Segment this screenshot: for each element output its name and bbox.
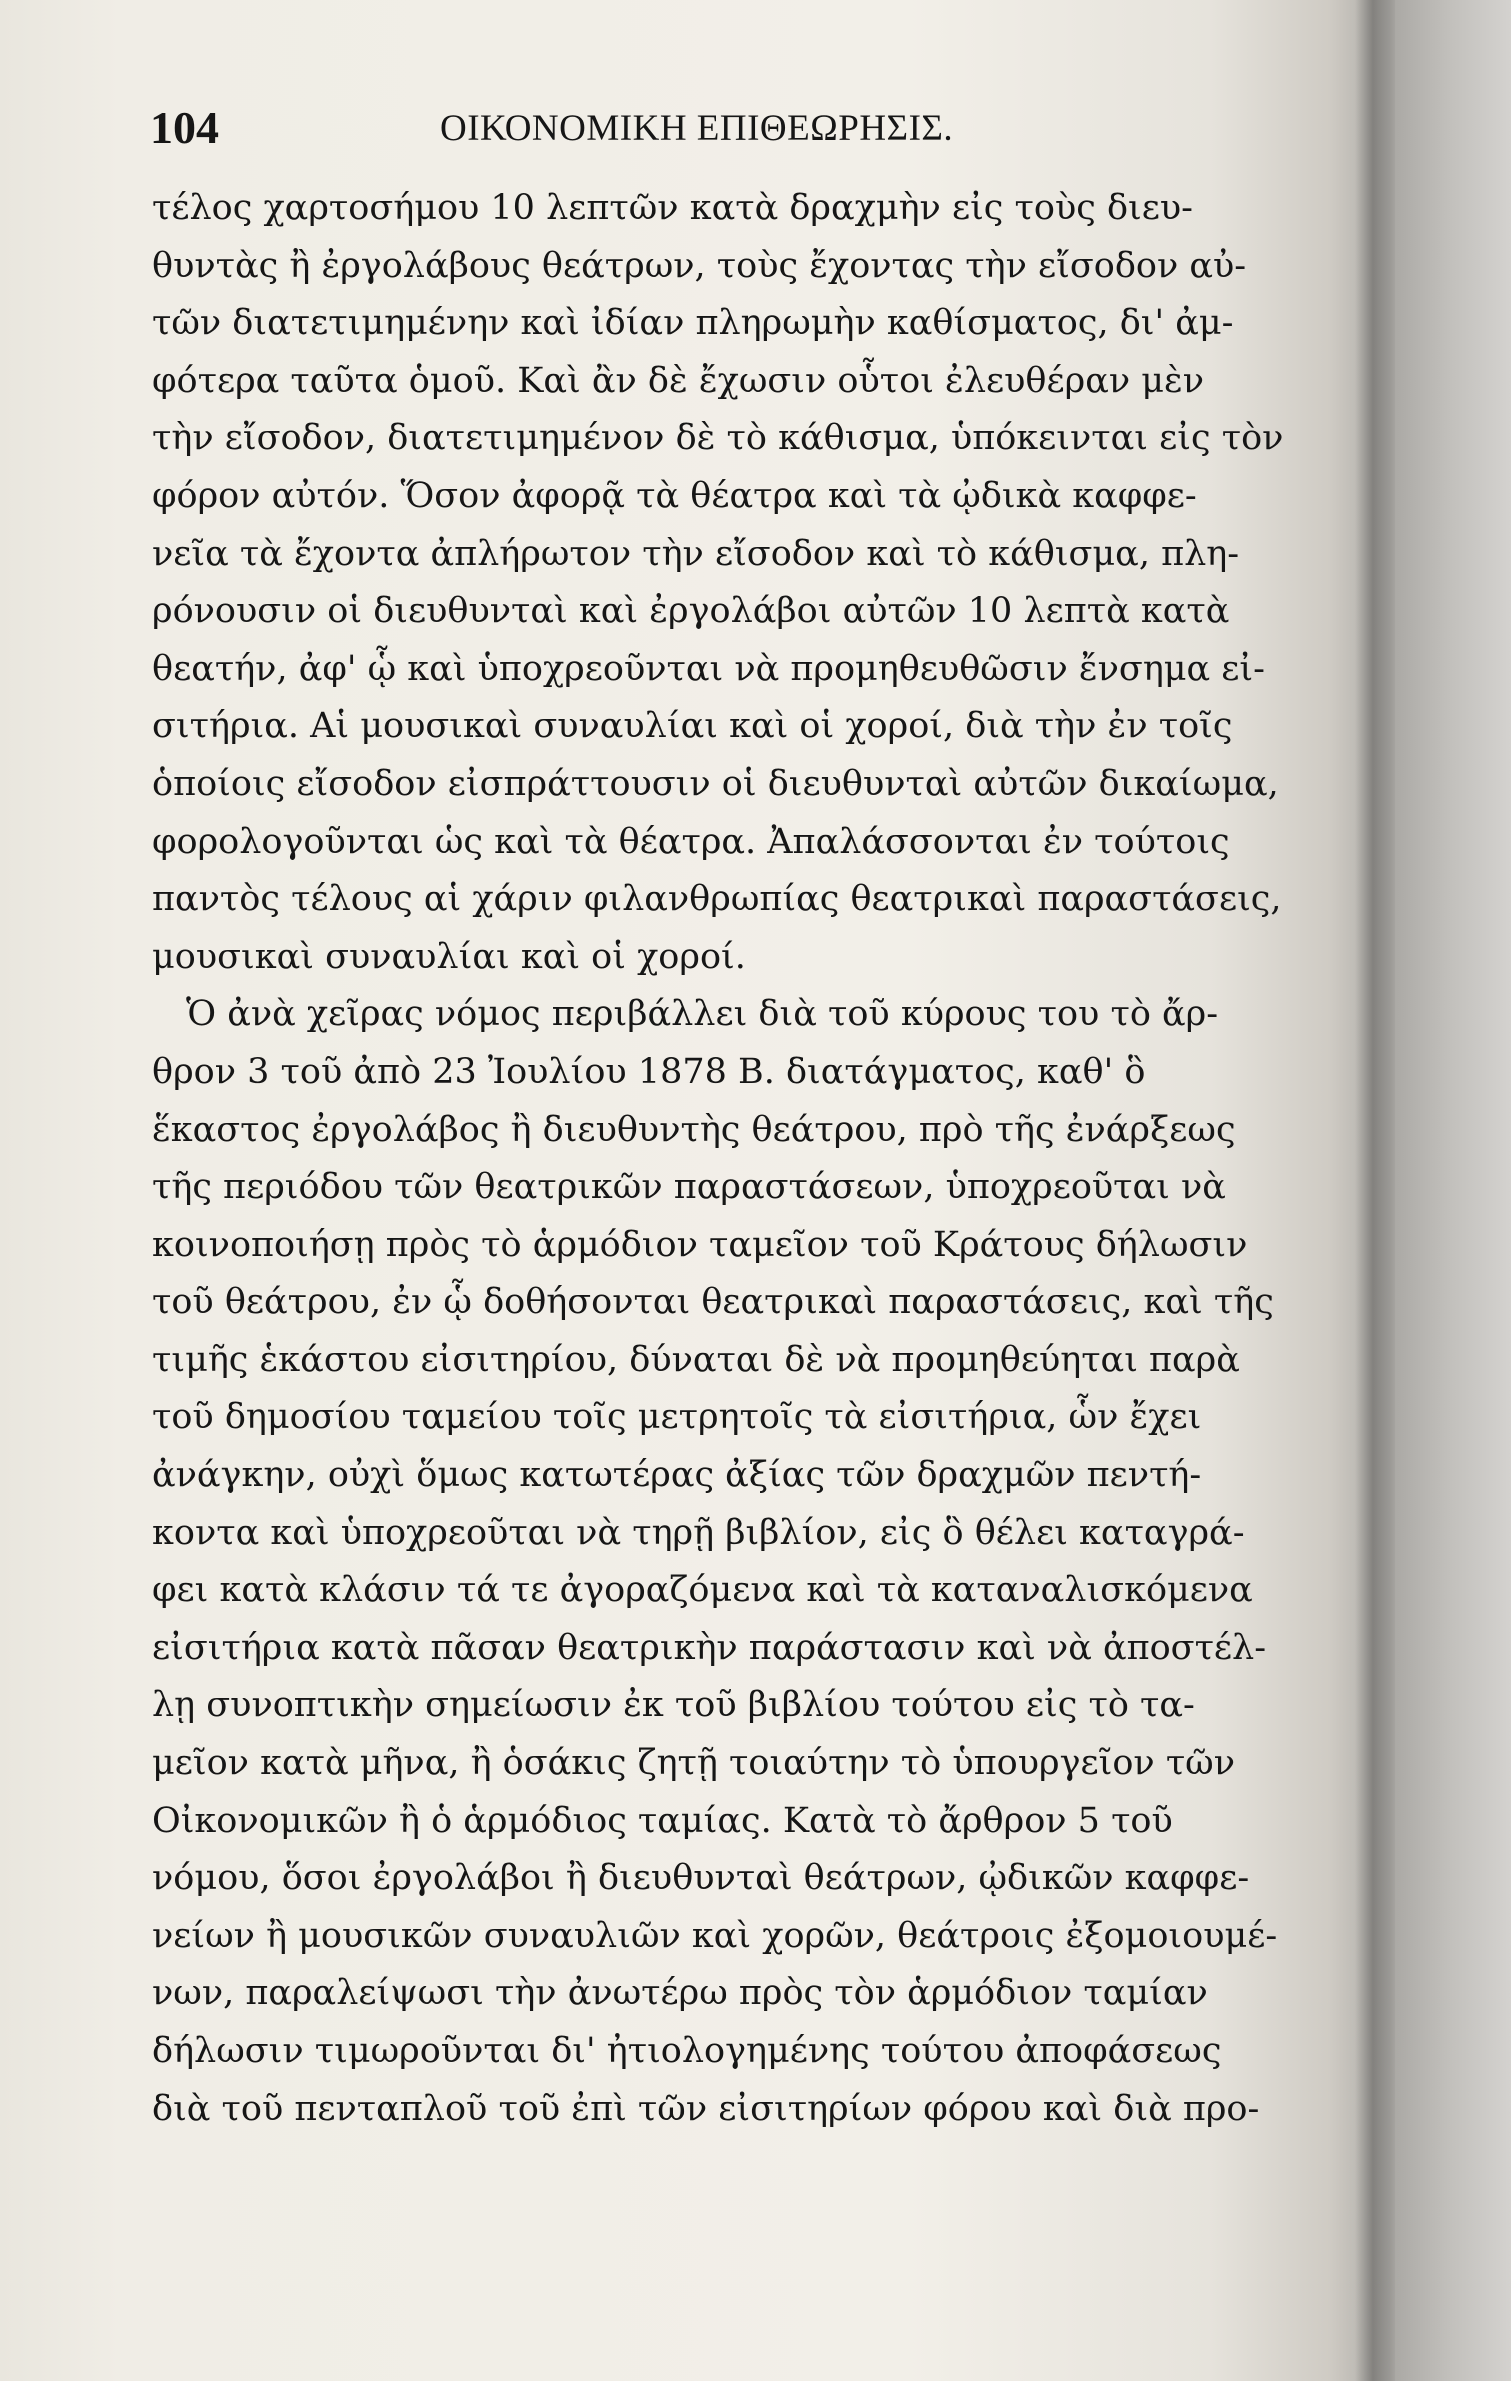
running-title: ΟΙΚΟΝΟΜΙΚΗ ΕΠΙΘΕΩΡΗΣΙΣ. [440, 108, 954, 149]
text-line: φει κατὰ κλάσιν τά τε ἀγοραζόμενα καὶ τὰ καταναλισκόμενα [152, 1570, 1253, 1611]
text-line: θυντὰς ἢ ἐργολάβους θεάτρων, τοὺς ἔχοντας τὴν εἴσοδον αὐ- [152, 245, 1247, 286]
text-line: διὰ τοῦ πενταπλοῦ τοῦ ἐπὶ τῶν εἰσιτηρίων φόρου καὶ διὰ προ- [152, 2088, 1260, 2129]
text-line: κοντα καὶ ὑποχρεοῦται νὰ τηρῇ βιβλίον, εἰς ὃ θέλει καταγρά- [152, 1512, 1245, 1553]
page-number: 104 [150, 102, 219, 153]
text-line: ἕκαστος ἐργολάβος ἢ διευθυντὴς θεάτρου, πρὸ τῆς ἐνάρξεως [152, 1109, 1236, 1150]
text-line: λῃ συνοπτικὴν σημείωσιν ἐκ τοῦ βιβλίου τούτου εἰς τὸ τα- [152, 1685, 1195, 1726]
text-line: νόμου, ὅσοι ἐργολάβοι ἢ διευθυνταὶ θεάτρων, ᾠδικῶν καφφε- [152, 1858, 1250, 1899]
text-line: εἰσιτήρια κατὰ πᾶσαν θεατρικὴν παράστασιν καὶ νὰ ἀποστέλ- [152, 1627, 1267, 1668]
text-line: νείων ἢ μουσικῶν συναυλιῶν καὶ χορῶν, θεάτροις ἐξομοιουμέ- [152, 1915, 1278, 1956]
text-line: ρόνουσιν οἱ διευθυνταὶ καὶ ἐργολάβοι αὐτῶν 10 λεπτὰ κατὰ [152, 591, 1230, 632]
text-line: ὁποίοις εἴσοδον εἰσπράττουσιν οἱ διευθυνταὶ αὐτῶν δικαίωμα, [152, 763, 1279, 804]
text-line: τιμῆς ἑκάστου εἰσιτηρίου, δύναται δὲ νὰ προμηθεύηται παρὰ [152, 1339, 1240, 1380]
text-line: τὴν εἴσοδον, διατετιμημένον δὲ τὸ κάθισμα, ὑπόκεινται εἰς τὸν [152, 418, 1284, 459]
text-line: θρον 3 τοῦ ἀπὸ 23 Ἰουλίου 1878 Β. διατάγματος, καθ' ὃ [152, 1051, 1146, 1092]
text-line: τοῦ θεάτρου, ἐν ᾧ δοθήσονται θεατρικαὶ παραστάσεις, καὶ τῆς [152, 1282, 1274, 1323]
text-line: τέλος χαρτοσήμου 10 λεπτῶν κατὰ δραχμὴν εἰς τοὺς διευ- [152, 188, 1193, 228]
text-line: Οἰκονομικῶν ἢ ὁ ἁρμόδιος ταμίας. Κατὰ τὸ ἄρθρον 5 τοῦ [152, 1800, 1173, 1841]
text-line: παντὸς τέλους αἱ χάριν φιλανθρωπίας θεατρικαὶ παραστάσεις, [152, 879, 1282, 920]
body-text [152, 180, 1292, 2138]
text-line: τοῦ δημοσίου ταμείου τοῖς μετρητοῖς τὰ εἰσιτήρια, ὧν ἔχει [152, 1397, 1202, 1438]
text-line: τῶν διατετιμημένην καὶ ἰδίαν πληρωμὴν καθίσματος, δι' ἀμ- [152, 303, 1234, 344]
text-line: νεῖα τὰ ἔχοντα ἀπλήρωτον τὴν εἴσοδον καὶ τὸ κάθισμα, πλη- [152, 533, 1240, 574]
text-line: δήλωσιν τιμωροῦνται δι' ἠτιολογημένης τούτου ἀποφάσεως [152, 2031, 1222, 2071]
paragraph-start-line: Ὁ ἀνὰ χεῖρας νόμος περιβάλλει διὰ τοῦ κύρους του τὸ ἄρ- [186, 994, 1219, 1035]
text-line: θεατήν, ἀφ' ᾧ καὶ ὑποχρεοῦνται νὰ προμηθευθῶσιν ἔνσημα εἰ- [152, 648, 1265, 689]
text-line: φορολογοῦνται ὡς καὶ τὰ θέατρα. Ἀπαλάσσονται ἐν τούτοις [152, 821, 1230, 862]
text-line: μεῖον κατὰ μῆνα, ἢ ὁσάκις ζητῇ τοιαύτην τὸ ὑπουργεῖον τῶν [152, 1743, 1236, 1784]
text-line: τῆς περιόδου τῶν θεατρικῶν παραστάσεων, ὑποχρεοῦται νὰ [152, 1167, 1226, 1208]
text-line: μουσικαὶ συναυλίαι καὶ οἱ χοροί. [152, 936, 746, 977]
text-line: κοινοποιήσῃ πρὸς τὸ ἁρμόδιον ταμεῖον τοῦ Κράτους δήλωσιν [152, 1224, 1248, 1265]
binding-shadow [1355, 0, 1395, 2381]
text-line: νων, παραλείψωσι τὴν ἀνωτέρω πρὸς τὸν ἁρμόδιον ταμίαν [152, 1973, 1208, 2014]
text-line: φόρον αὐτόν. Ὅσον ἀφορᾷ τὰ θέατρα καὶ τὰ ᾠδικὰ καφφε- [152, 475, 1197, 516]
text-line: ἀνάγκην, οὐχὶ ὅμως κατωτέρας ἀξίας τῶν δραχμῶν πεντή- [152, 1455, 1202, 1496]
text-line: φότερα ταῦτα ὁμοῦ. Καὶ ἂν δὲ ἔχωσιν οὗτοι ἐλευθέραν μὲν [152, 360, 1205, 401]
page-header [150, 98, 1270, 158]
text-line: σιτήρια. Αἱ μουσικαὶ συναυλίαι καὶ οἱ χοροί, διὰ τὴν ἐν τοῖς [152, 706, 1233, 747]
